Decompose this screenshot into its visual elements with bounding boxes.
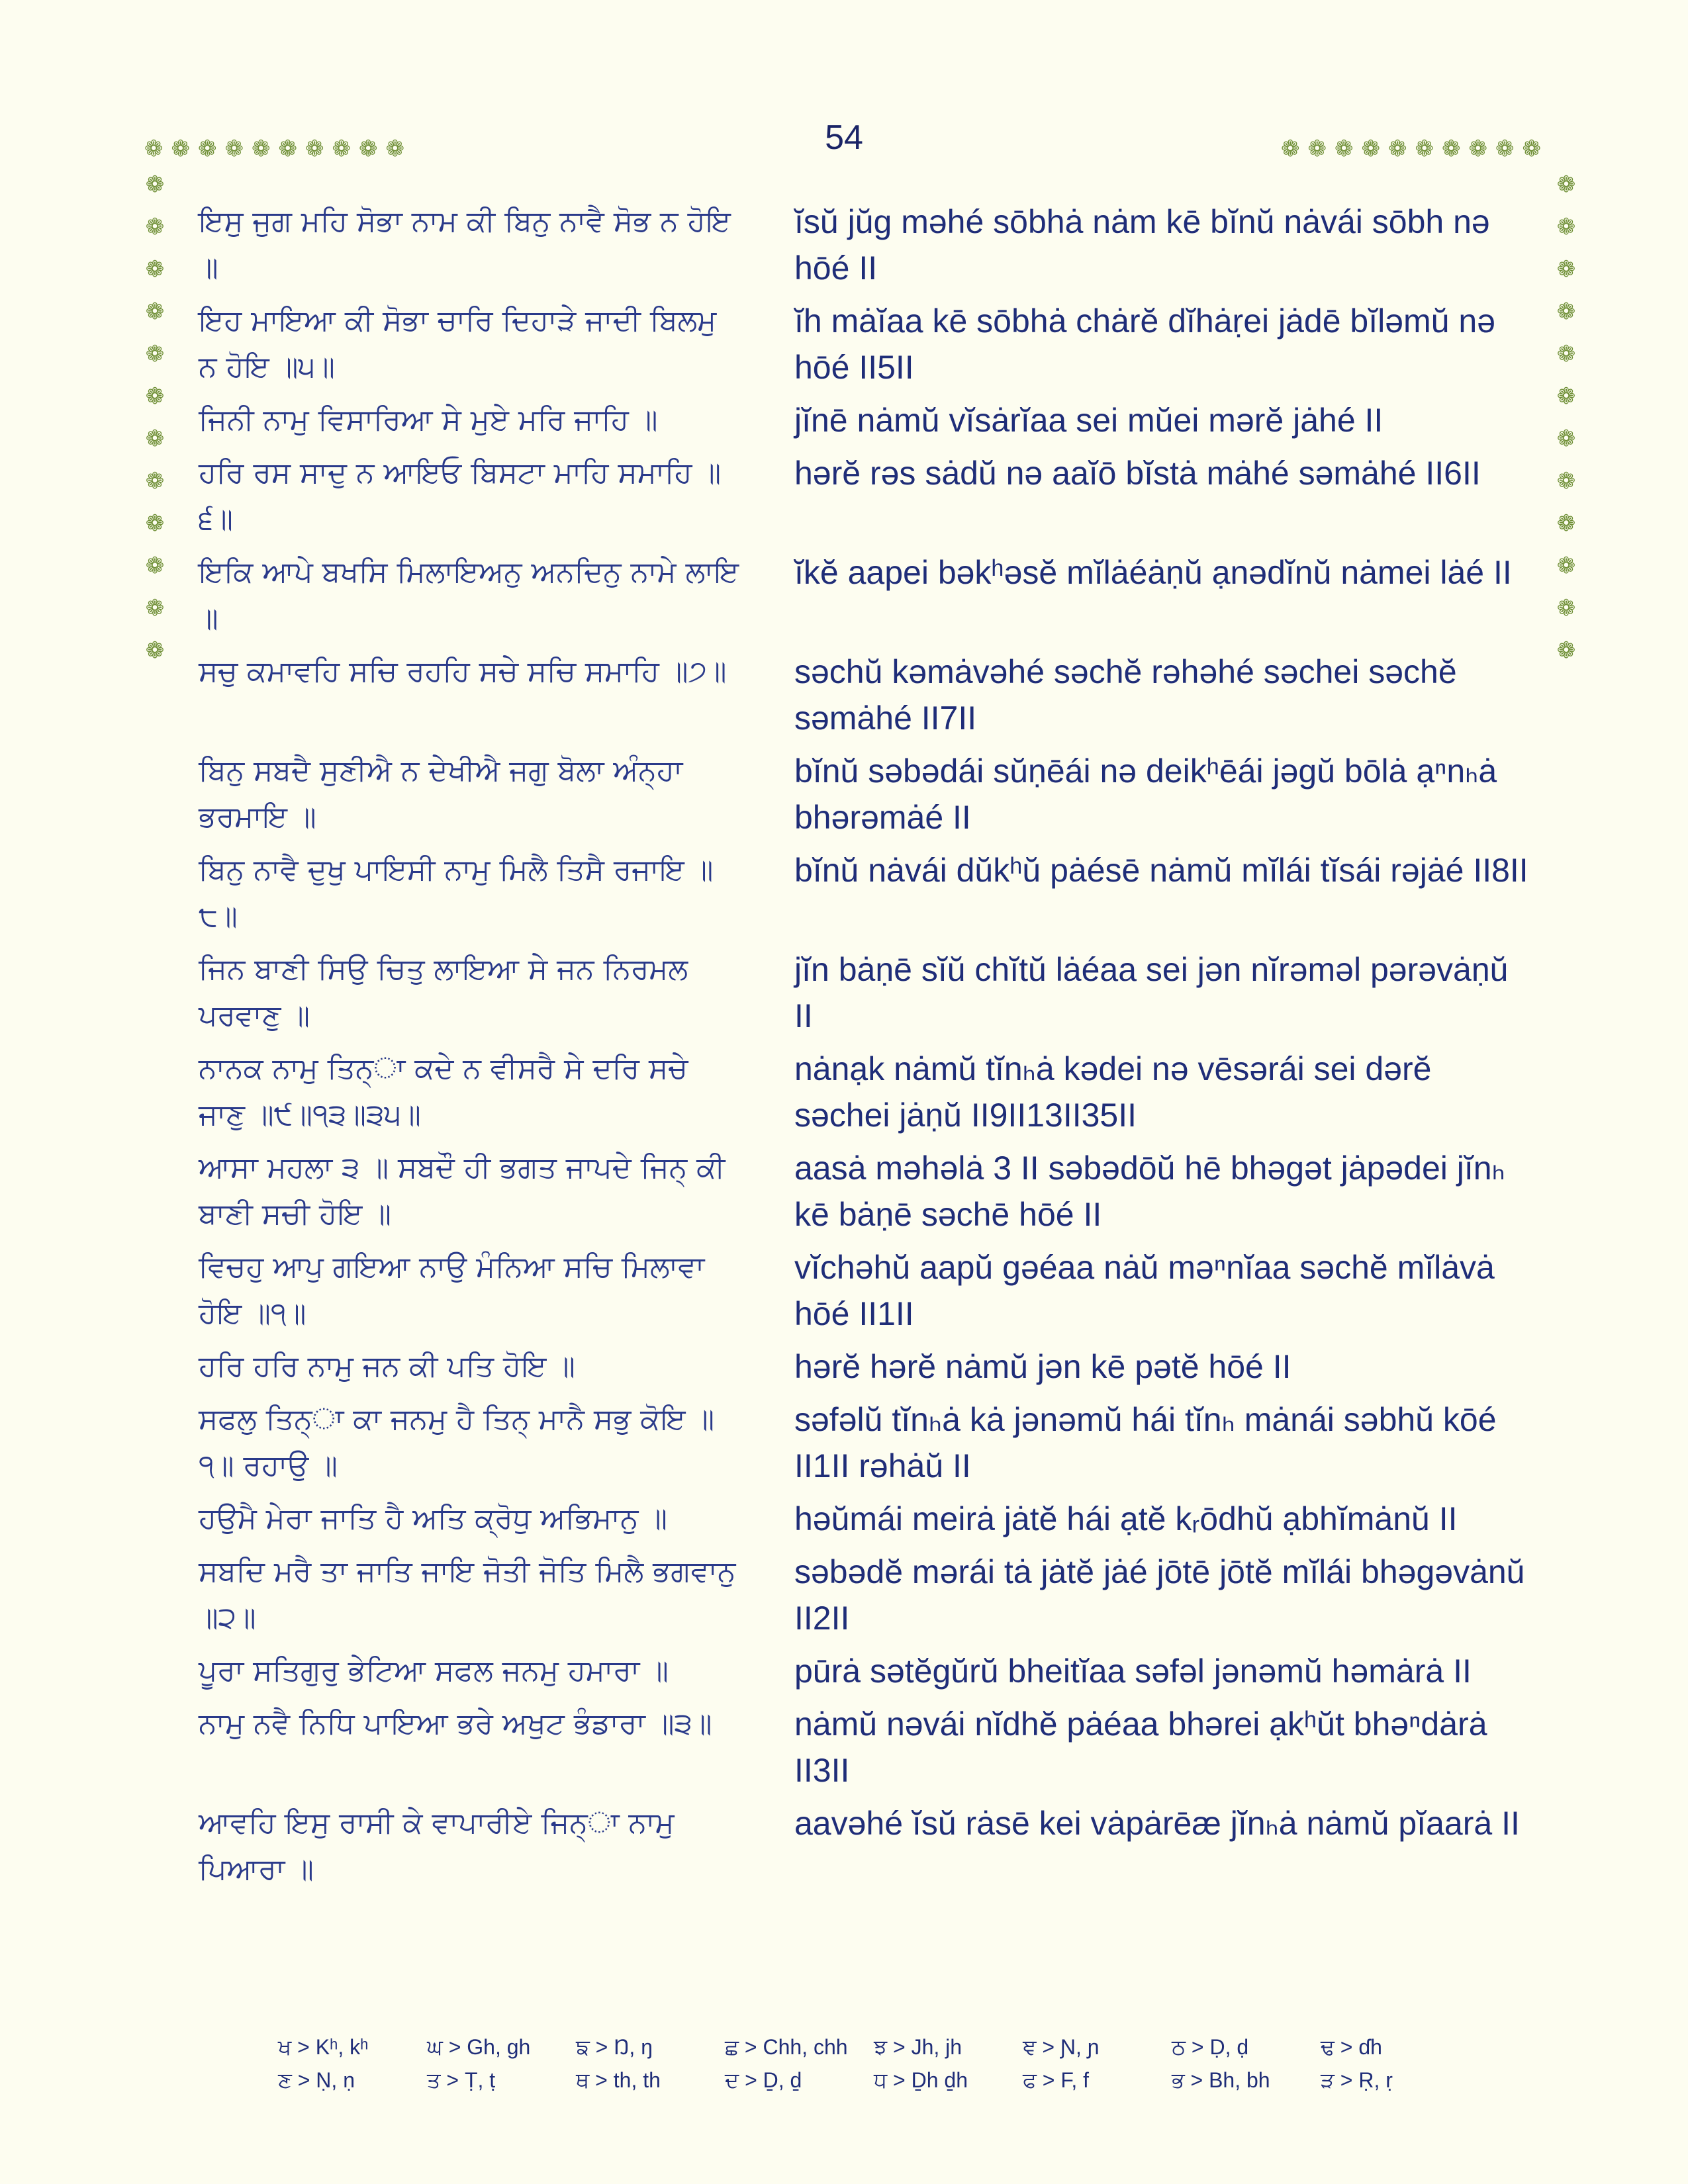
gurmukhi-text: ਸਬਦਿ ਮਰੈ ਤਾ ਜਾਤਿ ਜਾਇ ਜੋਤੀ ਜੋਤਿ ਮਿਲੈ ਭਗਵਾਨੁ ॥੨॥ (199, 1555, 736, 1635)
gurmukhi-text: ਪੂਰਾ ਸਤਿਗੁਰੁ ਭੇਟਿਆ ਸਫਲ ਜਨਮੁ ਹਮਾਰਾ ॥ (199, 1654, 669, 1688)
transliteration-text: ĭsŭ jŭg məhé sōbhȧ nȧm kē bĭnŭ nȧvái sōbh nə hōé II (794, 203, 1490, 287)
transliteration-text: jĭnē nȧmŭ vĭsȧrĭaa sei mŭei mərĕ jȧhé II (794, 402, 1383, 439)
verse-row (199, 1343, 1536, 1390)
flower-icon: ❁ (144, 136, 171, 162)
legend-entry: ਖ > Kʰ, kʰ (278, 2035, 369, 2059)
gurmukhi-text: ਜਿਨ ਬਾਣੀ ਸਿਉ ਚਿਤੁ ਲਾਇਆ ਸੇ ਜਨ ਨਿਰਮਲ ਪਰਵਾਣੁ ॥ (199, 952, 688, 1032)
verse-row (199, 649, 1536, 741)
legend-entry: ਫ > F, f (1023, 2068, 1090, 2092)
verse-row (199, 1396, 1536, 1489)
legend-entry: ਦ > Ḏ, ḏ (725, 2068, 802, 2092)
flower-icon: ❁ (145, 298, 165, 325)
verse-row (199, 1701, 1536, 1794)
gurmukhi-text: ਹਉਮੈ ਮੇਰਾ ਜਾਤਿ ਹੈ ਅਤਿ ਕ੍ਰੋਧੁ ਅਭਿਮਾਨੁ ॥ (199, 1502, 668, 1535)
verse-row (199, 1496, 1536, 1542)
gurmukhi-text: ਨਾਮੁ ਨਵੈ ਨਿਧਿ ਪਾਇਆ ਭਰੇ ਅਖੁਟ ਭੰਡਾਰਾ ॥੩॥ (199, 1707, 712, 1741)
flower-icon: ❁ (145, 553, 165, 579)
verse-row (199, 1244, 1536, 1337)
gurmukhi-text: ਸਫਲੁ ਤਿਨ੍ਾ ਕਾ ਜਨਮੁ ਹੈ ਤਿਨ੍ ਮਾਨੈ ਸਭੁ ਕੋਇ ॥੧॥ ਰਹਾਉ ॥ (199, 1402, 715, 1482)
flower-icon: ❁ (145, 426, 165, 452)
flower-icon: ❁ (332, 136, 359, 162)
flower-icon: ❁ (1495, 136, 1523, 162)
verse-row (199, 1145, 1536, 1238)
flower-icon: ❁ (1556, 510, 1576, 537)
flower-icon: ❁ (1556, 171, 1576, 198)
flower-icon: ❁ (145, 341, 165, 367)
transliteration-text: nȧnạk nȧmŭ tĭnₕȧ kədei nə vēsərái sei dərĕ səchei jȧṇŭ II9II13II35II (794, 1050, 1432, 1134)
verse-row (199, 1800, 1536, 1893)
legend-entry: ਢ > ɗh (1321, 2035, 1382, 2059)
legend-entry: ਣ > Ṇ, ṇ (278, 2068, 355, 2092)
transliteration-text: bĭnŭ səbədái sŭṇēái nə deikʰēái jəgŭ bōlȧ ạⁿnₕȧ bhərəmȧé II (794, 752, 1497, 836)
flower-icon: ❁ (359, 136, 386, 162)
flower-icon: ❁ (1307, 136, 1335, 162)
flower-icon: ❁ (278, 136, 305, 162)
flower-icon: ❁ (1415, 136, 1442, 162)
flower-icon: ❁ (1556, 383, 1576, 410)
gurmukhi-text: ਬਿਨੁ ਸਬਦੈ ਸੁਣੀਐ ਨ ਦੇਖੀਐ ਜਗੁ ਬੋਲਾ ਅੰਨ੍ਹਾ ਭਰਮਾਇ ॥ (199, 754, 683, 834)
transliteration-text: ĭkĕ aapei bəkʰəsĕ mĭlȧéȧṇŭ ạnədĭnŭ nȧmei lȧé II (794, 554, 1512, 591)
flower-icon: ❁ (198, 136, 225, 162)
verse-row (199, 748, 1536, 841)
verse-row (199, 946, 1536, 1039)
ornament-top-left (144, 138, 412, 160)
verse-row (199, 397, 1536, 443)
flower-icon: ❁ (1361, 136, 1388, 162)
verse-row (199, 199, 1536, 291)
flower-icon: ❁ (385, 136, 412, 162)
legend-entry: ਝ > Jh, jh (874, 2035, 962, 2059)
ornament-left-column (142, 173, 168, 682)
flower-icon: ❁ (1556, 341, 1576, 367)
transliteration-text: aasȧ məhəlȧ 3 II səbədōŭ hē bhəgət jȧpədei jĭnₕ kē bȧṇē səchē hōé II (794, 1150, 1505, 1233)
ornament-top-right (1281, 138, 1549, 160)
flower-icon: ❁ (1556, 256, 1576, 283)
legend-entry: ੜ > Ṛ, ṛ (1321, 2068, 1393, 2092)
transliteration-text: pūrȧ sətĕgŭrŭ bheitĭaa səfəl jənəmŭ həmȧrȧ II (794, 1653, 1472, 1690)
page-number: 54 (825, 118, 863, 157)
flower-icon: ❁ (1556, 637, 1576, 664)
legend-entry: ਘ > Gh, gh (427, 2035, 531, 2059)
transliteration-text: vĭchəhŭ aapŭ gəéaa nȧŭ məⁿnĭaa səchĕ mĭlȧvȧ hōé II1II (794, 1249, 1495, 1332)
flower-icon: ❁ (1556, 298, 1576, 325)
gurmukhi-text: ਬਿਨੁ ਨਾਵੈ ਦੁਖੁ ਪਾਇਸੀ ਨਾਮੁ ਮਿਲੈ ਤਿਸੈ ਰਜਾਇ ॥੮॥ (199, 853, 714, 933)
legend-entry: ਛ > Chh, chh (725, 2035, 848, 2059)
verse-row (199, 298, 1536, 390)
flower-icon: ❁ (145, 595, 165, 621)
ornament-right-column (1553, 173, 1579, 682)
gurmukhi-text: ਹਰਿ ਰਸ ਸਾਦੁ ਨ ਆਇਓ ਬਿਸਟਾ ਮਾਹਿ ਸਮਾਹਿ ॥੬॥ (199, 456, 722, 536)
flower-icon: ❁ (1556, 595, 1576, 621)
legend-entry: ਧ > Ḏh ḏh (874, 2068, 968, 2092)
transliteration-text: səfəlŭ tĭnₕȧ kȧ jənəmŭ hái tĭnₕ mȧnái səbhŭ kōé II1II rəhȧŭ II (794, 1401, 1497, 1484)
transliteration-text: bĭnŭ nȧvái dŭkʰŭ pȧésē nȧmŭ mĭlái tĭsái rəjȧé II8II (794, 852, 1528, 889)
transliteration-text: aavəhé ĭsŭ rȧsē kei vȧpȧrēæ jĭnₕȧ nȧmŭ pĭaarȧ II (794, 1805, 1520, 1842)
transliteration-text: ĭh mȧĭaa kē sōbhȧ chȧrĕ dĭhȧṛei jȧdē bĭləmŭ nə hōé II5II (794, 302, 1496, 386)
gurmukhi-text: ਇਸੁ ਜੁਗ ਮਹਿ ਸੋਭਾ ਨਾਮ ਕੀ ਬਿਨੁ ਨਾਵੈ ਸੋਭ ਨ ਹੋਇ ॥ (199, 205, 731, 285)
flower-icon: ❁ (145, 256, 165, 283)
gurmukhi-text: ਸਚੁ ਕਮਾਵਹਿ ਸਚਿ ਰਹਹਿ ਸਚੇ ਸਚਿ ਸਮਾਹਿ ॥੭॥ (199, 655, 727, 688)
flower-icon: ❁ (1388, 136, 1415, 162)
gurmukhi-text: ਹਰਿ ਹਰਿ ਨਾਮੁ ਜਨ ਕੀ ਪਤਿ ਹੋਇ ॥ (199, 1349, 575, 1383)
legend-entry: ਥ > th, th (576, 2068, 661, 2092)
verse-row (199, 1549, 1536, 1641)
legend-entry: ਙ > Ŋ, ŋ (576, 2035, 653, 2059)
flower-icon: ❁ (1442, 136, 1469, 162)
verse-row (199, 450, 1536, 543)
legend-entry: ਠ > Ḍ, ḍ (1172, 2035, 1249, 2059)
legend-entry: ਭ > Bh, bh (1172, 2068, 1270, 2092)
gurmukhi-text: ਨਾਨਕ ਨਾਮੁ ਤਿਨ੍ਾ ਕਦੇ ਨ ਵੀਸਰੈ ਸੇ ਦਰਿ ਸਚੇ ਜਾਣੁ ॥੯॥੧੩॥੩੫॥ (199, 1052, 688, 1132)
transliteration-text: hərĕ rəs sȧdŭ nə aaĭō bĭstȧ mȧhé səmȧhé II6II (794, 455, 1481, 492)
flower-icon: ❁ (1556, 214, 1576, 240)
flower-icon: ❁ (145, 383, 165, 410)
flower-icon: ❁ (305, 136, 332, 162)
legend-row (278, 2068, 1470, 2093)
legend-row (278, 2035, 1470, 2060)
verse-list (199, 199, 1536, 1899)
flower-icon: ❁ (145, 171, 165, 198)
flower-icon: ❁ (145, 637, 165, 664)
flower-icon: ❁ (1335, 136, 1362, 162)
flower-icon: ❁ (252, 136, 279, 162)
transliteration-legend (278, 2035, 1470, 2101)
transliteration-text: həŭmái meirȧ jȧtĕ hái ạtĕ kᵣōdhŭ ạbhĭmȧnŭ II (794, 1500, 1458, 1537)
flower-icon: ❁ (1556, 553, 1576, 579)
legend-entry: ਤ > Ṭ, ṭ (427, 2068, 496, 2092)
gurmukhi-text: ਆਸਾ ਮਹਲਾ ੩ ॥ ਸਬਦੌ ਹੀ ਭਗਤ ਜਾਪਦੇ ਜਿਨ੍ ਕੀ ਬਾਣੀ ਸਚੀ ਹੋਇ ॥ (199, 1151, 726, 1231)
flower-icon: ❁ (1281, 136, 1308, 162)
transliteration-text: hərĕ hərĕ nȧmŭ jən kē pətĕ hōé II (794, 1348, 1291, 1385)
verse-row (199, 1046, 1536, 1138)
gurmukhi-text: ਇਹ ਮਾਇਆ ਕੀ ਸੋਭਾ ਚਾਰਿ ਦਿਹਾੜੇ ਜਾਦੀ ਬਿਲਮੁ ਨ ਹੋਇ ॥੫॥ (199, 304, 717, 384)
legend-entry: ਞ > Ɲ, ɲ (1023, 2035, 1100, 2059)
flower-icon: ❁ (171, 136, 198, 162)
gurmukhi-text: ਇਕਿ ਆਪੇ ਬਖਸਿ ਮਿਲਾਇਅਨੁ ਅਨਦਿਨੁ ਨਾਮੇ ਲਾਇ ॥ (199, 555, 739, 635)
flower-icon: ❁ (145, 510, 165, 537)
transliteration-text: jĭn bȧṇē sĭŭ chĭtŭ lȧéaa sei jən nĭrəməl pərəvȧṇŭ II (794, 951, 1509, 1034)
flower-icon: ❁ (145, 214, 165, 240)
flower-icon: ❁ (1556, 468, 1576, 494)
transliteration-text: səbədĕ mərái tȧ jȧtĕ jȧé jōtē jōtĕ mĭlái bhəgəvȧnŭ II2II (794, 1553, 1525, 1637)
flower-icon: ❁ (145, 468, 165, 494)
gurmukhi-text: ਆਵਹਿ ਇਸੁ ਰਾਸੀ ਕੇ ਵਾਪਾਰੀਏ ਜਿਨ੍ਾ ਨਾਮੁ ਪਿਆਰਾ ॥ (199, 1806, 675, 1886)
transliteration-text: nȧmŭ nəvái nĭdhĕ pȧéaa bhərei ạkʰŭt bhəⁿdȧrȧ II3II (794, 1706, 1487, 1789)
gurmukhi-text: ਜਿਨੀ ਨਾਮੁ ਵਿਸਾਰਿਆ ਸੇ ਮੁਏ ਮਰਿ ਜਾਹਿ ॥ (199, 403, 658, 437)
flower-icon: ❁ (1522, 136, 1549, 162)
flower-icon: ❁ (224, 136, 252, 162)
transliteration-text: səchŭ kəmȧvəhé səchĕ rəhəhé səchei səchĕ səmȧhé II7II (794, 653, 1457, 737)
gurmukhi-text: ਵਿਚਹੁ ਆਪੁ ਗਇਆ ਨਾਉ ਮੰਨਿਆ ਸਚਿ ਮਿਲਾਵਾ ਹੋਇ ॥੧॥ (199, 1250, 705, 1330)
verse-row (199, 1648, 1536, 1694)
verse-row (199, 847, 1536, 940)
flower-icon: ❁ (1468, 136, 1495, 162)
verse-row (199, 549, 1536, 642)
flower-icon: ❁ (1556, 426, 1576, 452)
